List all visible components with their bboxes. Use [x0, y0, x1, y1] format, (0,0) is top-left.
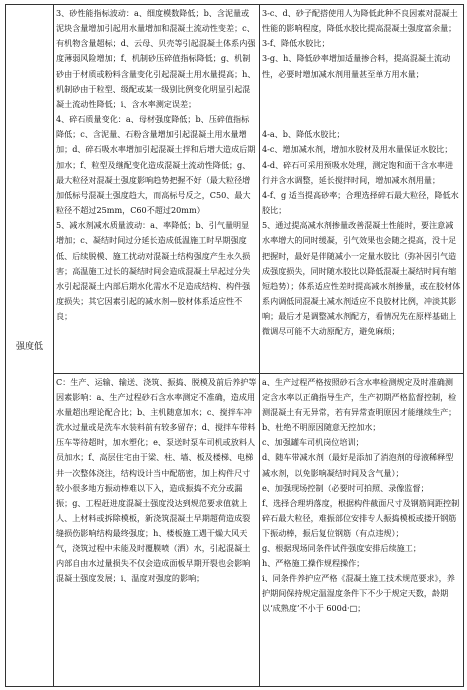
causes-cell [54, 5, 260, 374]
row-label-cell [6, 5, 54, 687]
causes-text: 3、砂性能指标波动：a、细度模数降低；b、含泥量或泥块含量增加引起用水量增加和混凝土流动性变差；c、有机物含量超标；d、云母、贝壳等引起混凝土体系内强度薄弱风险增加；f、机制砂压碎值指标降低；g、机制砂由于材质或粉料含量变化引起混凝土用水量提高；h、机制砂由于粒型、级配或某一级别比例变化明显引起混凝土流动性降低；i、含水率测定误差； 4、碎石质量变化：a、母材强度降低；b、压碎值指标降低；c、含泥量、石粉含量增加引起混凝土用水量增加；d、碎石吸水率增加引起混凝土拌和后增大造成后期加水；f、粒型及继配变化造成混凝土流动性降低；g、最大粒径对混凝土强度影响趋势把握不好（最大粒径增加低标号混凝土强度趋大，而高标号反之，C50、最大粒径不超过25mm，C60不超过20mm） 5、减水剂减水质量波动：a、率降低；b、引气量明显增加；c、凝结时间过分延长造成低温施工时早期强度低、后续脱模、施工扰动对混凝土结构强度产生永久损害；高温施工过长的凝结时间会造成混凝土早起过分失水引起混凝土内部后期水化需水不足造成结构、构件强度损失；其它因素引起的减水剂—胶材体系适应性不良； [56, 8, 256, 322]
causes-text: C：生产、运输、输送、浇筑、振捣、脱模及前后养护等因素影响：a、生产过程砂石含水率测定不准确，造成用水量超出理论配合比；b、主机随意加水；c、搅拌车冲洗水过量或是洗车水装料前有较多留存；d、搅拌车带料压车等待超时，加水塑化；e、泵送时泵车司机或放料人员加水；f、高层住宅由于梁、柱、墙、板及楼梯、电梯井一次整体浇注，结构设计当中配筋密，加上构件尺寸较小很多地方振动棒难以下入，造成振捣不充分或漏振；g、工程赶进度混凝土强度没达到规范要求值就上人、上材料或拆除模板，新浇筑混凝土早期超荷造成裂缝损伤影响结构最终强度；h、楼板施工遇干燥大风天气，浇筑过程中未能及时覆膜喷（洒）水，引起混凝土内部自由水过量损失不仅会造成面板早期开裂也会影响混凝土强度发展；i、温度对强度的影响； [56, 377, 257, 584]
table-row [6, 5, 464, 374]
measures-cell [260, 374, 464, 687]
quality-cause-measure-table [5, 4, 464, 687]
measures-cell [260, 5, 464, 374]
causes-cell [54, 374, 260, 687]
row-label: 强度低 [15, 342, 43, 352]
table-row [6, 374, 464, 687]
measures-text: 3-c、d、砂子配搭使用人为降低此种不良因素对混凝土性能的影响程度，降低水胶比提高混凝土强度富余量； 3-f、降低水胶比； 3-g、h、降低砂率增加适量掺合料，提高混凝土流动性，必要时增加减水剂用量甚至单方用水量； 4-a、b、降低水胶比； 4-c、增加减水剂，增加水胶材及用水量保证水胶比； 4-d、碎石可采用预吸水处理，测定饱和面干含水率进行并含水调整，延长搅拌时间，增加减水剂用量； 4-f、g 适当提高砂率；合理选择碎石最大粒径，降低水胶比； 5、通过提高减水剂掺量改善混凝土性能时，要注意减水率增大的同时缓凝，引气效果也会随之提高，没十足把握时，最好是伴随减小一定量水胶比（弥补因引气造成强度损失，同时随水胶比以降低混凝土凝结时间有缩短趋势）；体系适应性差时提高减水剂掺量，或在胶材体系内调低同混凝土减水剂适应不良胶材比例，冲淡其影响；最后才是调整减水剂配方，看情况先在原样基础上微调尽可能不大动原配方，避免麻烦； [262, 8, 461, 337]
measures-text: a、生产过程严格按照砂石含水率检测规定及时准确测定含水率以正确指导生产，生产初期严格监督控制，检测混凝土有无异常，若有异常查明原因才能继续生产； b、杜绝不明原因随意无控加水； c、加强罐车司机岗位培训； d、随车带减水剂（最好是添加了消泡剂的母液稀释型减水剂，以免影响凝结时间及含气量）； e、加强现场控制（必要时可拍照、录像监督； f、选择合理坍落度，根据构件截面尺寸及钢筋间距控制碎石最大粒径，难振部位安排专人振捣模板或搂开钢筋下振动棒，振后复位钢筋（有点违规）； g、根据现场同条件试件强度安排后续施工； h、严格施工操作规程操作； i、同条件养护应严格《混凝土施工技术规范要求》，养护期间保持规定温湿度条件下不少于规定天数，龄期以‘成熟度’不小于 600d·□； [262, 377, 460, 614]
